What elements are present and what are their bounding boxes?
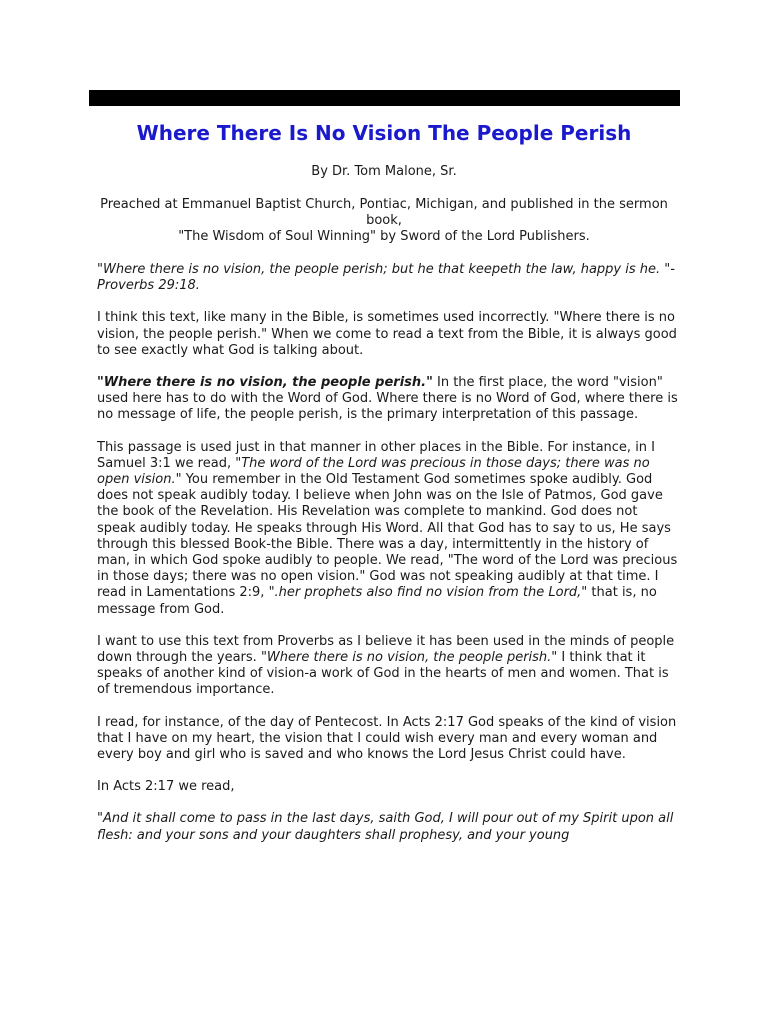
paragraph-5: I read, for instance, of the day of Pentecost. In Acts 2:17 God speaks of the kind of vision that I have on my heart, the vision that I could wish every man and every woman and every boy and girl who is saved and who knows the Lord Jesus Christ could have. xyxy=(97,714,677,763)
paragraph-3-text-b: You remember in the Old Testament God sometimes spoke audibly. God does not speak audibly today. I believe when John was on the Isle of Patmos, God gave the book of the Revelation. His Revelation was complete to mankind. God does not speak audibly today. He speaks through His Word. All that God has to say to us, He says through this blessed Book-the Bible. There was a day, intermittently in the history of man, in which God spoke audibly to people. We read, "The word of the Lord was precious in those days; there was no open vision." God was not speaking audibly at that time. I read in Lamentations 2:9, xyxy=(97,472,678,601)
publication-line-2: "The Wisdom of Soul Winning" by Sword of the Lord Publishers. xyxy=(178,229,590,244)
paragraph-3-quote: "The word of the Lord was precious in those days; there was no open vision." xyxy=(97,455,650,488)
paragraph-7 xyxy=(89,811,679,843)
epigraph-verse xyxy=(89,262,679,294)
document-title: Where There Is No Vision The People Perish xyxy=(136,121,632,145)
paragraph-4-text-a: I want to use this text from Proverbs as I believe it has been used in the minds of people down through the years. xyxy=(97,633,675,666)
paragraph-6: In Acts 2:17 we read, xyxy=(97,779,235,795)
publication-line-1: Preached at Emmanuel Baptist Church, Pontiac, Michigan, and published in the sermon book, xyxy=(100,197,668,228)
epigraph-text: "Where there is no vision, the people perish; but he that keepeth the law, happy is he. "-Proverbs 29:18. xyxy=(97,262,675,294)
paragraph-4-text-b: I think that it speaks of another kind of vision-a work of God in the hearts of men and women. That is of tremendous importance. xyxy=(97,650,669,698)
author-byline: By Dr. Tom Malone, Sr. xyxy=(311,164,457,179)
top-black-bar xyxy=(89,90,680,106)
paragraph-3-quote-2: ".her prophets also find no vision from the Lord," xyxy=(268,585,588,601)
paragraph-2 xyxy=(89,375,679,424)
paragraph-3-text-a: This passage is used just in that manner in other places in the Bible. For instance, in I Samuel 3:1 we read, xyxy=(97,439,656,471)
paragraph-3-text-c: that is, no message from God. xyxy=(97,585,657,617)
publication-note xyxy=(89,197,679,245)
paragraph-4-quote: "Where there is no vision, the people perish." xyxy=(260,650,558,666)
paragraph-2-lead-quote: "Where there is no vision, the people perish." xyxy=(97,375,433,391)
paragraph-2-text: In the first place, the word "vision" used here has to do with the Word of God. Where there is no Word of God, where there is no message of life, the people perish, is the primary interpretation of this passage. xyxy=(97,375,678,423)
paragraph-4 xyxy=(89,634,679,699)
paragraph-3 xyxy=(89,440,679,618)
document-page xyxy=(89,90,679,844)
paragraph-7-quote: "And it shall come to pass in the last days, saith God, I will pour out of my Spirit upon all flesh: and your sons and your daughters shall prophesy, and your young xyxy=(97,811,674,843)
paragraph-1: I think this text, like many in the Bible, is sometimes used incorrectly. "Where there is no vision, the people perish." When we come to read a text from the Bible, it is always good to see exactly what God is talking about. xyxy=(97,310,677,358)
